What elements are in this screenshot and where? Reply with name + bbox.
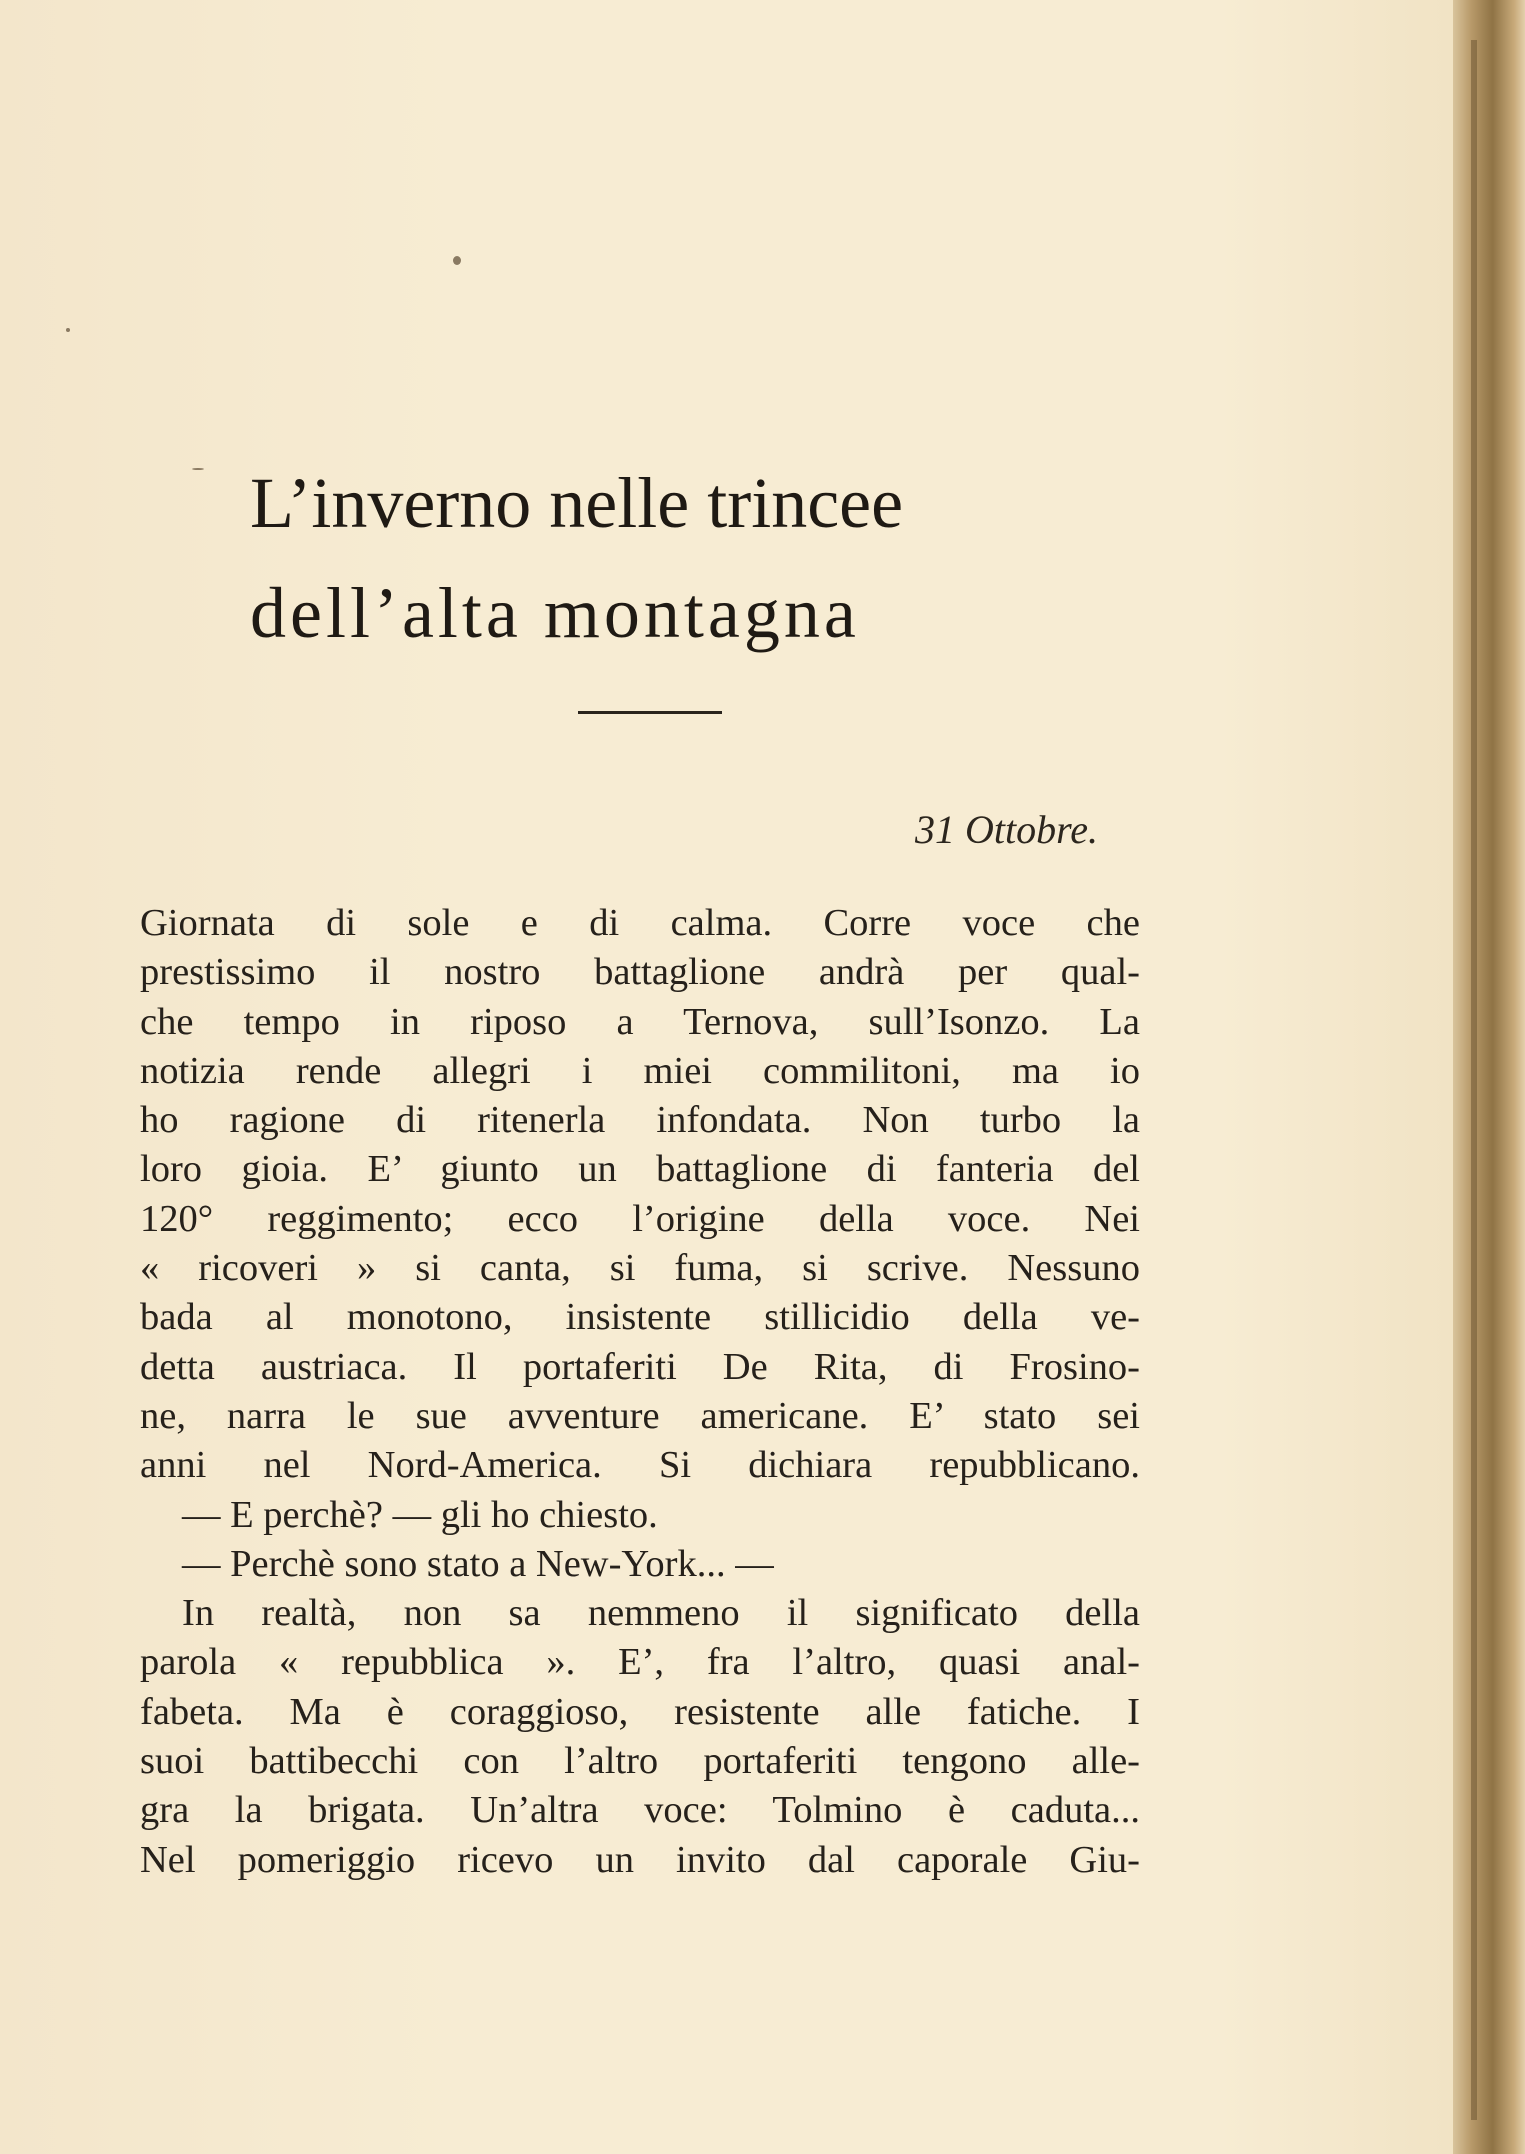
- book-spine-edge: [1453, 0, 1525, 2154]
- chapter-title-line-1: L’inverno nelle trincee: [250, 463, 904, 543]
- text-line: Giornata di sole e di calma. Corre voce che: [140, 902, 1140, 944]
- title-divider-rule: [578, 711, 722, 714]
- text-line: anni nel Nord-America. Si dichiara repubblicano.: [140, 1444, 1140, 1487]
- text-line: prestissimo il nostro battaglione andrà per qual-: [140, 951, 1140, 994]
- entry-date: 31 Ottobre.: [915, 807, 1098, 852]
- text-line: notizia rende allegri i miei commilitoni, ma io: [140, 1049, 1140, 1092]
- paper-speck: [192, 468, 204, 470]
- text-line: — E perchè? — gli ho chiesto.: [182, 1493, 658, 1536]
- text-line: gra la brigata. Un’altra voce: Tolmino è caduta...: [140, 1789, 1140, 1832]
- text-line: In realtà, non sa nemmeno il significato della: [182, 1592, 1140, 1635]
- text-line: Nel pomeriggio ricevo un invito dal caporale Giu-: [140, 1838, 1140, 1881]
- chapter-title-line-2: dell’alta montagna: [250, 573, 860, 653]
- spine-shadow-line: [1471, 40, 1477, 2120]
- paper-speck: [453, 256, 461, 265]
- body-paragraph: [140, 899, 1140, 1885]
- text-line: « ricoveri » si canta, si fuma, si scrive. Nessuno: [140, 1247, 1140, 1290]
- text-line: — Perchè sono stato a New-York... —: [182, 1542, 774, 1585]
- text-line: ne, narra le sue avventure americane. E’ stato sei: [140, 1394, 1140, 1437]
- text-line: fabeta. Ma è coraggioso, resistente alle fatiche. I: [140, 1690, 1140, 1733]
- text-line: loro gioia. E’ giunto un battaglione di fanteria del: [140, 1148, 1140, 1191]
- text-line: bada al monotono, insistente stillicidio della ve-: [140, 1296, 1140, 1339]
- text-line: ho ragione di ritenerla infondata. Non turbo la: [140, 1099, 1140, 1142]
- text-line: suoi battibecchi con l’altro portaferiti tengono alle-: [140, 1740, 1140, 1783]
- text-line: 120° reggimento; ecco l’origine della voce. Nei: [140, 1197, 1140, 1240]
- text-line: parola « repubblica ». E’, fra l’altro, quasi anal-: [140, 1641, 1140, 1684]
- paper-speck: [66, 328, 70, 332]
- text-line: che tempo in riposo a Ternova, sull’Isonzo. La: [140, 1000, 1140, 1043]
- text-line: detta austriaca. Il portaferiti De Rita, di Frosino-: [140, 1345, 1140, 1388]
